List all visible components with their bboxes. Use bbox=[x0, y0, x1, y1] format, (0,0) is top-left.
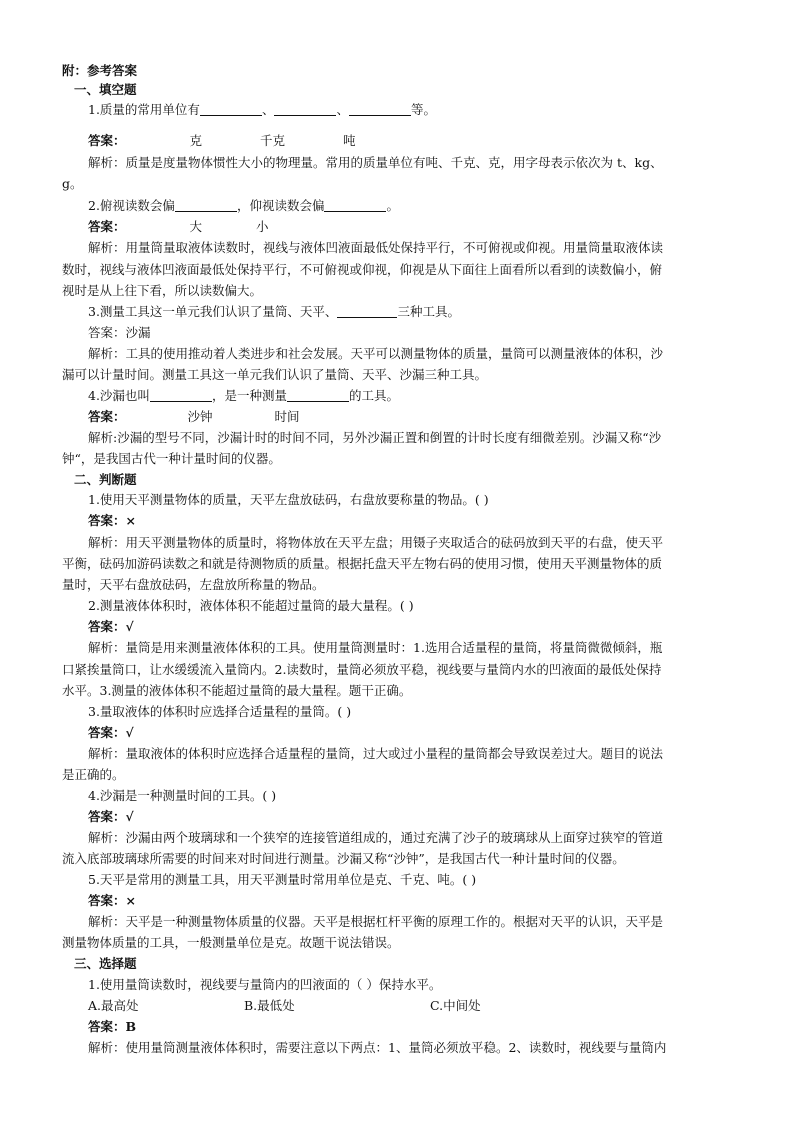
fill-q2-explanation-1: 解析：用量筒量取液体读数时，视线与液体凹液面最低处保持平行，不可俯视或仰视。用量筒量取液体读 bbox=[88, 240, 664, 255]
option-c: C.中间处 bbox=[430, 998, 481, 1013]
fill-q3-explanation-2: 漏可以计量时间。测量工具这一单元我们认识了量筒、天平、沙漏三种工具。 bbox=[62, 367, 488, 382]
fill-q4-explanation-2: 钟“，是我国古代一种计量时间的仪器。 bbox=[62, 451, 281, 466]
option-a: A.最高处 bbox=[88, 998, 139, 1013]
answer-blank bbox=[337, 303, 397, 318]
tf-q2-explanation-3: 水平。3.测量的液体体积不能超过量筒的最大量程。题干正确。 bbox=[62, 683, 412, 698]
answer-blank bbox=[175, 197, 237, 212]
tf-q2-explanation-2: 口紧挨量筒口，让水缓缓流入量筒内。2.读数时，量筒必须放平稳，视线要与量筒内水的凹液面的最低处保持 bbox=[62, 662, 662, 677]
tf-q4-explanation-1: 解析：沙漏由两个玻璃球和一个狭窄的连接管道组成的，通过充满了沙子的玻璃球从上面穿过狭窄的管道 bbox=[88, 830, 664, 845]
tf-q1-answer: 答案：× bbox=[88, 513, 136, 528]
tf-q5: 5.天平是常用的测量工具，用天平测量时常用单位是克、千克、吨。( ) bbox=[88, 872, 477, 887]
fill-q2: 2.俯视读数会偏 ，仰视读数会偏 。 bbox=[88, 198, 399, 213]
fill-q4: 4.沙漏也叫 ，是一种测量 的工具。 bbox=[88, 388, 399, 403]
tf-q4-answer: 答案：√ bbox=[88, 809, 134, 824]
fill-q1: 1.质量的常用单位有 、 、 等。 bbox=[88, 102, 436, 117]
tf-q4-explanation-2: 流入底部玻璃球所需要的时间来对时间进行测量。沙漏又称“沙钟”，是我国古代一种计量时间的仪器。 bbox=[62, 851, 625, 866]
choice-q1: 1.使用量筒读数时，视线要与量筒内的凹液面的（ ）保持水平。 bbox=[88, 977, 442, 992]
choice-q1-explanation-1: 解析：使用量筒测量液体体积时，需要注意以下两点：1、量筒必须放平稳。2、读数时，视线要与量筒内 bbox=[88, 1040, 667, 1055]
tf-q4: 4.沙漏是一种测量时间的工具。( ) bbox=[88, 788, 277, 803]
tf-q1-explanation-2: 平衡，砝码加游码读数之和就是待测物质的质量。根据托盘天平左物右码的使用习惯，使用天平测量物体的质 bbox=[62, 556, 663, 571]
tf-q3-answer: 答案：√ bbox=[88, 725, 134, 740]
answer-blank bbox=[150, 387, 212, 402]
section-fill-blank-title: 一、填空题 bbox=[74, 82, 137, 97]
page-header: 附：参考答案 bbox=[62, 63, 138, 78]
answer-blank bbox=[349, 101, 411, 116]
fill-q3: 3.测量工具这一单元我们认识了量筒、天平、 三种工具。 bbox=[88, 304, 460, 319]
tf-q1-explanation-1: 解析：用天平测量物体的质量时，将物体放在天平左盘；用镊子夹取适合的砝码放到天平的右盘，使天平 bbox=[88, 535, 664, 550]
fill-q1-answer: 答案： 克 千克 吨 bbox=[88, 133, 356, 148]
tf-q2: 2.测量液体体积时，液体体积不能超过量筒的最大量程。( ) bbox=[88, 598, 414, 613]
section-choice-title: 三、选择题 bbox=[74, 956, 137, 971]
fill-q1-explanation-2: g。 bbox=[62, 176, 83, 191]
option-b: B.最低处 bbox=[244, 998, 295, 1013]
fill-q2-explanation-3: 视时是从上往下看，所以读数偏大。 bbox=[62, 283, 263, 298]
fill-q4-answer: 答案： 沙钟 时间 bbox=[88, 409, 300, 424]
tf-q5-answer: 答案：× bbox=[88, 893, 136, 908]
answer-blank bbox=[287, 387, 349, 402]
tf-q2-explanation-1: 解析：量筒是用来测量液体体积的工具。使用量筒测量时：1.选用合适量程的量筒，将量筒微微倾斜，瓶 bbox=[88, 640, 663, 655]
section-true-false-title: 二、判断题 bbox=[74, 472, 137, 487]
fill-q3-explanation-1: 解析：工具的使用推动着人类进步和社会发展。天平可以测量物体的质量，量筒可以测量液体的体积，沙 bbox=[88, 346, 664, 361]
tf-q3-explanation-1: 解析：量取液体的体积时应选择合适量程的量筒，过大或过小量程的量筒都会导致误差过大。题目的说法 bbox=[88, 746, 664, 761]
tf-q3: 3.量取液体的体积时应选择合适量程的量筒。( ) bbox=[88, 704, 352, 719]
tf-q1-explanation-3: 量时，天平右盘放砝码，左盘放所称量的物品。 bbox=[62, 577, 325, 592]
fill-q2-answer: 答案： 大 小 bbox=[88, 219, 269, 234]
tf-q2-answer: 答案：√ bbox=[88, 619, 134, 634]
fill-q2-explanation-2: 数时，视线与液体凹液面最低处保持平行，不可俯视或仰视，仰视是从下面往上面看所以看到的读数偏小，俯 bbox=[62, 262, 663, 277]
answer-blank bbox=[200, 101, 262, 116]
tf-q1: 1.使用天平测量物体的质量，天平左盘放砝码，右盘放要称量的物品。( ) bbox=[88, 492, 489, 507]
choice-q1-answer: 答案：B bbox=[88, 1019, 137, 1034]
fill-q1-explanation-1: 解析：质量是度量物体惯性大小的物理量。常用的质量单位有吨、千克、克，用字母表示依次为 t、kg、 bbox=[88, 155, 663, 170]
fill-q4-explanation-1: 解析:沙漏的型号不同，沙漏计时的时间不同，另外沙漏正置和倒置的计时长度有细微差别。沙漏又称“沙 bbox=[88, 430, 662, 445]
tf-q5-explanation-2: 测量物体质量的工具，一般测量单位是克。故题干说法错误。 bbox=[62, 935, 400, 950]
tf-q3-explanation-2: 是正确的。 bbox=[62, 767, 125, 782]
answer-blank bbox=[324, 197, 386, 212]
tf-q5-explanation-1: 解析：天平是一种测量物体质量的仪器。天平是根据杠杆平衡的原理工作的。根据对天平的认识，天平是 bbox=[88, 914, 664, 929]
answer-blank bbox=[274, 101, 336, 116]
fill-q3-answer: 答案：沙漏 bbox=[88, 325, 151, 340]
